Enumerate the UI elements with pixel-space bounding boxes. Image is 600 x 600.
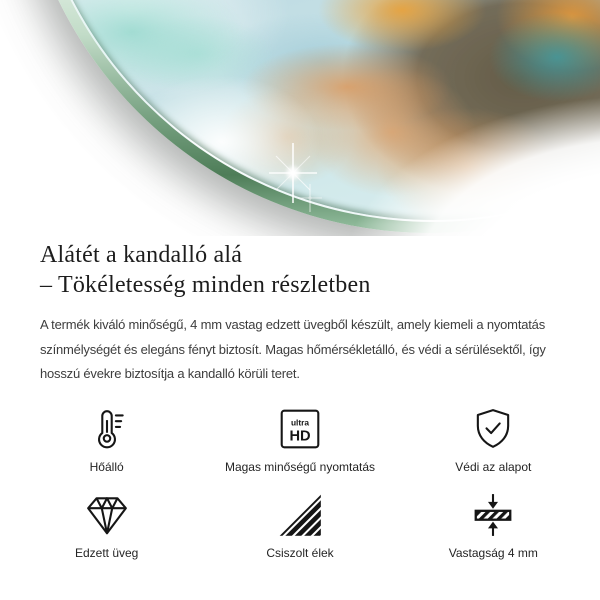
shield-check-icon: [470, 404, 516, 454]
feature-label: Edzett üveg: [74, 545, 139, 560]
feature-print-quality: [203, 404, 396, 475]
ultra-hd-icon: [277, 404, 323, 454]
ultra-hd-icon-text-bottom: HD: [289, 428, 311, 445]
product-photo: [0, 0, 600, 236]
feature-label: Vastagság 4 mm: [448, 545, 538, 560]
thickness-4mm-icon: [470, 490, 516, 540]
feature-protects-base: [397, 404, 590, 475]
secondary-sparkle-icon: [296, 184, 324, 212]
page-title-line2: – Tökéletesség minden részletben: [40, 272, 371, 298]
feature-label: Védi az alapot: [455, 459, 532, 474]
feature-polished-edges: [203, 490, 396, 561]
product-description-text: A termék kiváló minőségű, 4 mm vastag edzett üvegből készült, amely kiemeli a nyomtatás színmélységét és elegáns fényt biztosít. Magas hőmérsékletálló, és védi a sérülésektől, így hosszú évekre biztosítja a kandalló körüli teret.: [40, 317, 546, 382]
feature-tempered-glass: [10, 490, 203, 561]
diamond-icon: [84, 490, 130, 540]
feature-heat-resistant: [10, 404, 203, 475]
page-title-line1: Alátét a kandalló alá: [40, 242, 243, 268]
feature-label: Csiszolt élek: [266, 545, 334, 560]
thermometer-icon: [84, 404, 130, 454]
feature-label: Magas minőségű nyomtatás: [224, 459, 376, 474]
feature-grid: [10, 404, 590, 561]
ultra-hd-icon-text-top: ultra: [290, 417, 310, 428]
page-title: [40, 240, 560, 300]
feature-label: Hőálló: [89, 459, 124, 474]
polished-edges-icon: [277, 490, 323, 540]
feature-thickness: [397, 490, 590, 561]
product-description-section: [0, 240, 600, 561]
